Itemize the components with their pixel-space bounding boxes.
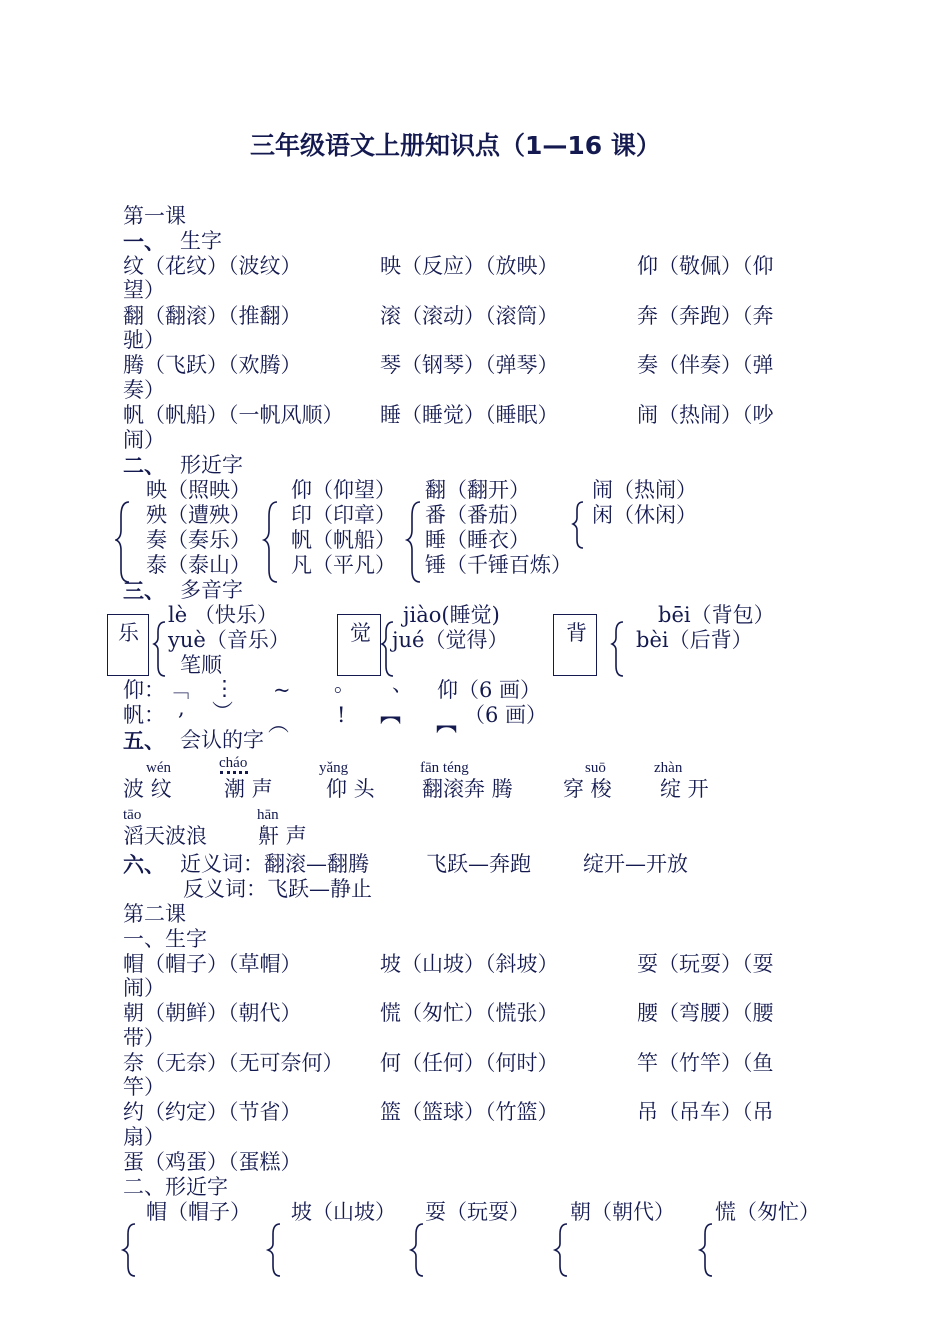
stroke-glyph: ︵ bbox=[268, 712, 289, 736]
polyphone-reading: jué（觉得） bbox=[392, 628, 509, 652]
l1-similar-char: 闹（热闹） bbox=[592, 478, 697, 502]
l1-s2-label: 形近字 bbox=[180, 453, 243, 477]
l2-word-group: 坡（山坡）（斜坡） bbox=[380, 952, 559, 976]
l1-s6-num: 六、 bbox=[123, 852, 165, 877]
stroke-glyph: ! bbox=[337, 703, 346, 727]
l1-word-group: 翻（翻滚）（推翻） bbox=[123, 304, 302, 328]
l1-word-group: 纹（花纹）（波纹） bbox=[123, 254, 302, 278]
stroke-glyph: ﹁ bbox=[168, 678, 189, 702]
l1-similar-char: 殃（遭殃） bbox=[146, 503, 251, 527]
l1-word-group: 滚（滚动）（滚筒） bbox=[380, 304, 559, 328]
recognize-word: 穿 梭 bbox=[563, 777, 612, 801]
stroke-row-label: 帆： bbox=[123, 703, 165, 727]
l1-word-group: 腾（飞跃）（欢腾） bbox=[123, 353, 302, 377]
recognize-word: 仰 头 bbox=[326, 777, 375, 801]
l1-word-group: 睡（睡觉）（睡眠） bbox=[380, 403, 559, 427]
polyphone-reading: bēi（背包） bbox=[658, 603, 775, 627]
l1-word-wrap: 闹） bbox=[123, 428, 165, 452]
l2-word-group: 帽（帽子）（草帽） bbox=[123, 952, 302, 976]
l2-word-group: 何（任何）（何时） bbox=[380, 1051, 559, 1075]
synonym-pair: 绽开—开放 bbox=[583, 852, 688, 876]
pinyin: fān téng bbox=[420, 760, 469, 776]
l1-s3-label: 多音字 bbox=[180, 578, 243, 602]
brace-mark bbox=[700, 1224, 712, 1276]
recognize-word: 滔天波浪 bbox=[123, 824, 207, 848]
l2-word-group: 蛋（鸡蛋）（蛋糕） bbox=[123, 1150, 302, 1174]
l2-similar-char: 耍（玩耍） bbox=[425, 1200, 530, 1224]
synonym-pair: 飞跃—奔跑 bbox=[426, 852, 531, 876]
lesson1-heading: 第一课 bbox=[123, 204, 186, 228]
l1-s5-label: 会认的字 bbox=[180, 728, 264, 752]
pinyin: cháo bbox=[219, 755, 248, 771]
l1-word-group: 映（反应）（放映） bbox=[380, 254, 559, 278]
stroke-row-label: 仰： bbox=[123, 678, 165, 702]
l2-word-group: 腰（弯腰）（腰 bbox=[637, 1001, 774, 1025]
stroke-result: 仰（6 画） bbox=[437, 678, 542, 702]
brace-mark bbox=[268, 1224, 280, 1276]
l1-word-group: 奔（奔跑）（奔 bbox=[637, 304, 774, 328]
l2-word-wrap: 竿） bbox=[123, 1075, 165, 1099]
l2-word-group: 竿（竹竿）（鱼 bbox=[637, 1051, 774, 1075]
stroke-glyph: 、 bbox=[392, 672, 413, 696]
brace-mark bbox=[612, 622, 623, 676]
l1-word-group: 闹（热闹）（吵 bbox=[637, 403, 774, 427]
brace-mark bbox=[555, 1224, 567, 1276]
recognize-word: 波 纹 bbox=[123, 777, 172, 801]
l1-similar-char: 映（照映） bbox=[146, 478, 251, 502]
l2-similar-char: 慌（匆忙） bbox=[715, 1200, 820, 1224]
l1-similar-char: 奏（奏乐） bbox=[146, 528, 251, 552]
l2-similar-char: 坡（山坡） bbox=[291, 1200, 396, 1224]
l1-word-group: 仰（敬佩）（仰 bbox=[637, 254, 774, 278]
polyphone-char: 背 bbox=[566, 621, 587, 645]
stroke-glyph: ︶ bbox=[212, 700, 233, 724]
l1-similar-char: 泰（泰山） bbox=[146, 553, 251, 577]
stroke-glyph: 。 bbox=[334, 672, 355, 696]
synonym-line: 近义词：翻滚—翻腾 bbox=[180, 852, 369, 876]
l2-similar-char: 帽（帽子） bbox=[146, 1200, 251, 1224]
l2-word-group: 耍（玩耍）（耍 bbox=[637, 952, 774, 976]
l2-word-group: 朝（朝鲜）（朝代） bbox=[123, 1001, 302, 1025]
l1-s5-num: 五、 bbox=[123, 728, 165, 753]
l2-similar-char: 朝（朝代） bbox=[570, 1200, 675, 1224]
brace-mark bbox=[154, 622, 165, 676]
l1-similar-char: 睡（睡衣） bbox=[425, 528, 530, 552]
l2-similar-braces bbox=[115, 1222, 725, 1278]
l1-similar-braces bbox=[115, 500, 675, 585]
l1-similar-char: 帆（帆船） bbox=[291, 528, 396, 552]
page-title: 三年级语文上册知识点（1—16 课） bbox=[250, 131, 661, 160]
l1-similar-char: 翻（翻开） bbox=[425, 478, 530, 502]
l1-similar-char: 印（印章） bbox=[291, 503, 396, 527]
pinyin: wén bbox=[146, 760, 171, 776]
polyphone-char: 乐 bbox=[118, 621, 139, 645]
brace-mark bbox=[264, 502, 277, 582]
l1-similar-char: 锤（千锤百炼） bbox=[425, 553, 572, 577]
brace-mark bbox=[411, 1224, 423, 1276]
recognize-word: 潮 声 bbox=[224, 777, 273, 801]
pinyin: yǎng bbox=[319, 760, 349, 776]
brace-mark bbox=[123, 1224, 135, 1276]
stroke-glyph: ︻ bbox=[380, 703, 401, 727]
l2-word-group: 篮（篮球）（竹篮） bbox=[380, 1100, 559, 1124]
polyphone-reading: bèi（后背） bbox=[636, 628, 753, 652]
l1-similar-char: 闲（休闲） bbox=[592, 503, 697, 527]
l2-word-wrap: 扇） bbox=[123, 1125, 165, 1149]
l1-similar-char: 凡（平凡） bbox=[291, 553, 396, 577]
l2-word-wrap: 闹） bbox=[123, 976, 165, 1000]
l1-s2-num: 二、 bbox=[123, 453, 165, 478]
lesson2-heading: 第二课 bbox=[123, 902, 186, 926]
l1-s4-label: 笔顺 bbox=[180, 653, 222, 677]
brace-mark bbox=[116, 502, 129, 582]
brace-mark bbox=[573, 502, 583, 548]
l1-s1-num: 一、 bbox=[123, 229, 165, 254]
stroke-glyph: , bbox=[178, 696, 185, 720]
pinyin: zhàn bbox=[654, 760, 683, 776]
antonym-line: 反义词：飞跃—静止 bbox=[183, 877, 372, 901]
stroke-glyph: ~ bbox=[273, 678, 291, 702]
polyphone-reading: jiào(睡觉) bbox=[403, 603, 500, 627]
l1-word-group: 奏（伴奏）（弹 bbox=[637, 353, 774, 377]
pinyin: hān bbox=[257, 807, 279, 823]
recognize-word: 翻滚奔 腾 bbox=[422, 777, 513, 801]
pinyin: tāo bbox=[123, 807, 142, 823]
l2-word-group: 约（约定）（节省） bbox=[123, 1100, 302, 1124]
l1-word-wrap: 望） bbox=[123, 278, 165, 302]
l2-word-group: 慌（匆忙）（慌张） bbox=[380, 1001, 559, 1025]
recognize-word: 鼾 声 bbox=[258, 824, 307, 848]
brace-mark bbox=[407, 502, 420, 582]
pinyin: suō bbox=[585, 760, 606, 776]
l2-word-group: 吊（吊车）（吊 bbox=[637, 1100, 774, 1124]
l2-s1-label: 一、生字 bbox=[123, 927, 207, 951]
l2-word-group: 奈（无奈）（无可奈何） bbox=[123, 1051, 344, 1075]
polyphone-char: 觉 bbox=[350, 621, 371, 645]
l1-word-wrap: 奏） bbox=[123, 378, 165, 402]
stroke-glyph: ⋮ bbox=[214, 676, 235, 700]
l1-s1-label: 生字 bbox=[180, 229, 222, 253]
l1-s3-num: 三、 bbox=[123, 578, 165, 603]
emphasis-dots bbox=[220, 770, 248, 774]
polyphone-reading: lè （快乐） bbox=[168, 603, 278, 627]
l1-word-group: 帆（帆船）（一帆风顺） bbox=[123, 403, 344, 427]
polyphone-reading: yuè（音乐） bbox=[168, 628, 290, 652]
l2-s2-label: 二、形近字 bbox=[123, 1175, 228, 1199]
l1-word-group: 琴（钢琴）（弹琴） bbox=[380, 353, 559, 377]
l1-similar-char: 番（番茄） bbox=[425, 503, 530, 527]
l2-word-wrap: 带） bbox=[123, 1026, 165, 1050]
stroke-glyph: ︻ bbox=[436, 712, 457, 736]
brace-mark bbox=[382, 622, 393, 676]
l1-similar-char: 仰（仰望） bbox=[291, 478, 396, 502]
recognize-word: 绽 开 bbox=[660, 777, 709, 801]
stroke-result: （6 画） bbox=[464, 703, 548, 727]
l1-word-wrap: 驰） bbox=[123, 328, 165, 352]
